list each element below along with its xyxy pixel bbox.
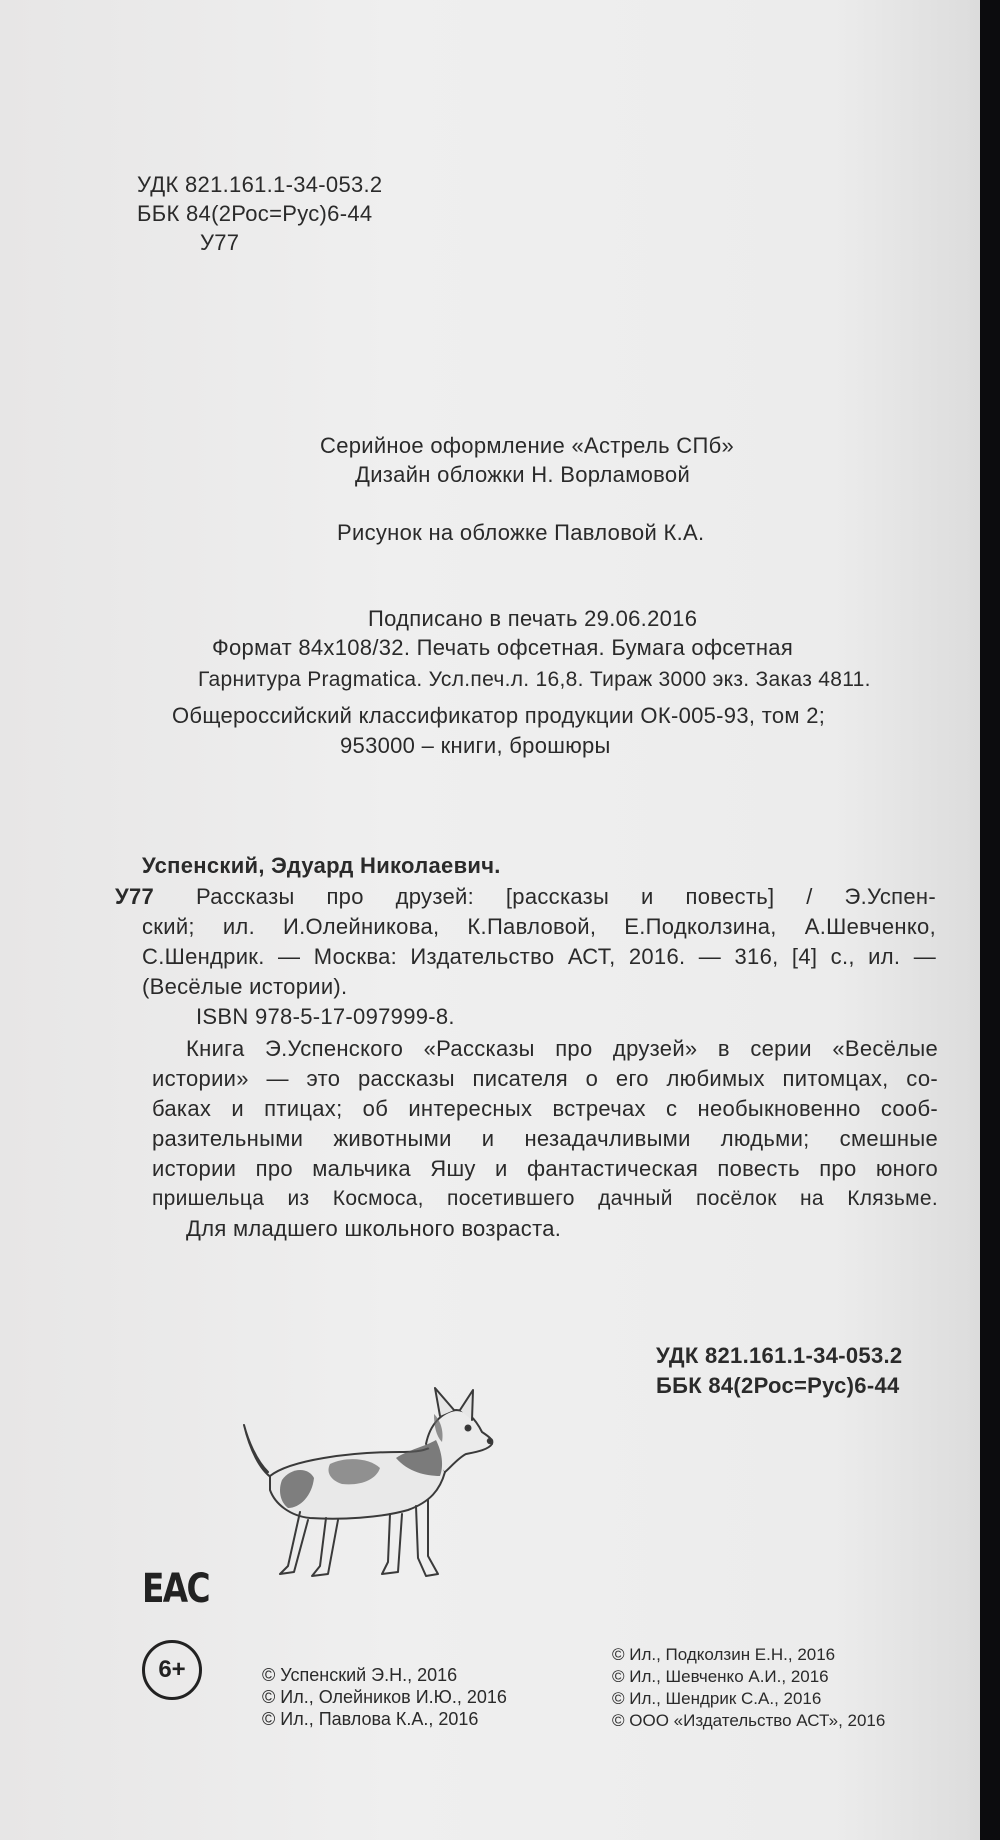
- author-heading: Успенский, Эдуард Николаевич.: [142, 853, 501, 878]
- eac-mark: ЕАС: [142, 1566, 209, 1612]
- bib-line-2: ский; ил. И.Олейникова, К.Павловой, Е.Подколзина, А.Шевченко,: [142, 914, 936, 939]
- annotation-line-3: баках и птицах; об интересных встречах с необыкновенно сооб-: [152, 1096, 938, 1121]
- copyright-line: © Ил., Шендрик С.А., 2016: [612, 1689, 822, 1708]
- age-rating-badge: 6+: [142, 1640, 202, 1700]
- annotation-line-5: истории про мальчика Яшу и фантастическая повесть про юного: [152, 1156, 938, 1181]
- cover-design-credit: Дизайн обложки Н. Ворламовой: [355, 462, 691, 487]
- udk-bottom: УДК 821.161.1-34-053.2: [656, 1343, 903, 1368]
- bib-line-4: (Весёлые истории).: [142, 974, 348, 999]
- typeface-line: Гарнитура Pragmatica. Усл.печ.л. 16,8. Тираж 3000 экз. Заказ 4811.: [198, 668, 871, 691]
- format-line: Формат 84x108/32. Печать офсетная. Бумага офсетная: [212, 635, 794, 660]
- classifier-line-2: 953000 – книги, брошюры: [340, 733, 611, 758]
- copyright-line: © ООО «Издательство АСТ», 2016: [612, 1711, 886, 1730]
- copyright-line: © Ил., Павлова К.А., 2016: [262, 1709, 479, 1729]
- annotation-line-2: истории» — это рассказы писателя о его любимых питомцах, со-: [152, 1066, 938, 1091]
- classifier-line-1: Общероссийский классификатор продукции ОК-005-93, том 2;: [172, 703, 826, 728]
- copyright-line: © Ил., Подколзин Е.Н., 2016: [612, 1645, 836, 1664]
- isbn: ISBN 978-5-17-097999-8.: [196, 1004, 455, 1029]
- author-code-top: У77: [200, 230, 240, 255]
- author-code: У77: [115, 884, 155, 909]
- annotation-line-6: пришельца из Космоса, посетившего дачный посёлок на Клязьме.: [152, 1187, 938, 1210]
- bib-line-3: С.Шендрик. — Москва: Издательство АСТ, 2016. — 316, [4] с., ил. —: [142, 944, 936, 969]
- signed-to-print: Подписано в печать 29.06.2016: [368, 606, 698, 631]
- annotation-line-4: разительными животными и незадачливыми людьми; смешные: [152, 1126, 938, 1151]
- annotation-line-1: Книга Э.Успенского «Рассказы про друзей» в серии «Весёлые: [186, 1036, 938, 1061]
- chihuahua-illustration: [230, 1380, 530, 1590]
- copyright-line: © Ил., Шевченко А.И., 2016: [612, 1667, 829, 1686]
- copyright-line: © Ил., Олейников И.Ю., 2016: [262, 1687, 507, 1707]
- cover-drawing-credit: Рисунок на обложке Павловой К.А.: [337, 520, 705, 545]
- series-design-credit: Серийное оформление «Астрель СПб»: [320, 433, 735, 458]
- bbk-top: ББК 84(2Рос=Рус)6-44: [137, 201, 373, 226]
- copyright-right: [612, 1644, 885, 1732]
- copyright-line: © Успенский Э.Н., 2016: [262, 1665, 458, 1685]
- bib-line-1: Рассказы про друзей: [рассказы и повесть] / Э.Успен-: [196, 884, 936, 909]
- copyright-left: [262, 1664, 507, 1730]
- audience-note: Для младшего школьного возраста.: [186, 1216, 562, 1241]
- udk-top: УДК 821.161.1-34-053.2: [137, 172, 383, 197]
- bbk-bottom: ББК 84(2Рос=Рус)6-44: [656, 1373, 900, 1398]
